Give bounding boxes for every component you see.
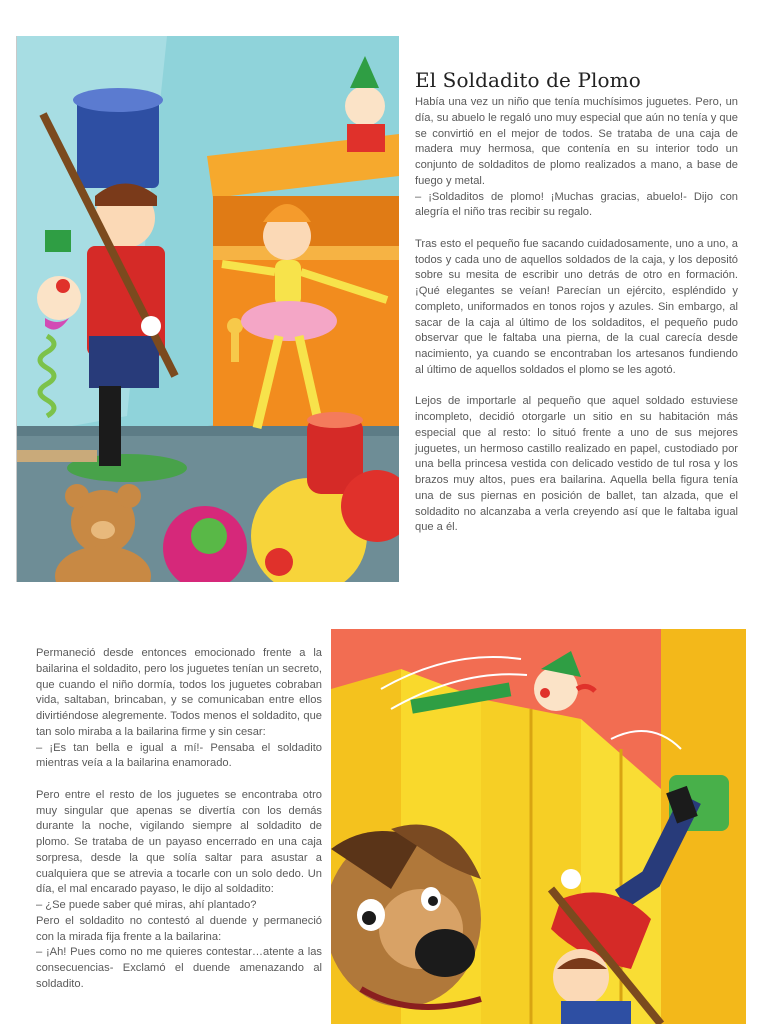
paragraph (415, 237, 738, 379)
paragraph (36, 788, 322, 993)
paragraph-text: Tras esto el pequeño fue sacando cuidadosamente, uno a uno, a todos y cada uno de aquellos soldados de la caja, y los depositó sobre su mesita de escribir uno detrás de otro en formación. ¡Qué elegantes se veían! Parecían un ejército, espléndido y completo, uniformados en tonos rojos y azules. Sin embargo, al sacar de la caja al último de los soldaditos, el pequeño pudo observar que le faltaba una pierna, de la cual carecía desde nacimiento, ya cuando se encontraban los artesanos fundiendo al último de aquellos soldados el plomo se les agotó. (415, 237, 738, 376)
paragraph-text: Había una vez un niño que tenía muchísimos juguetes. Pero, un día, su abuelo le regaló uno muy especial que aún no tenía y que se convirtió en el mejor de todos. Se trataba de una caja de madera muy hermosa, que contenía en su interior todo un conjunto de soldaditos de plomo realizados a mano, a base de fuego y metal. (415, 96, 738, 187)
paragraph-text: Permaneció desde entonces emocionado frente a la bailarina el soldadito, pero los juguetes tenían un secreto, que cuando el niño dormía, todos los juguetes cobraban vida, saltaban, brincaban, y se comunicaban entre ellos divirtiéndose alegremente. Todos menos el soldadito, que tan solo miraba a la bailarina firme y sin cesar: (36, 647, 322, 738)
story-title: El Soldadito de Plomo (415, 68, 641, 92)
story-text-page-1 (415, 95, 738, 536)
paragraph (36, 646, 322, 772)
story-text-page-2 (36, 646, 322, 993)
paragraph (415, 95, 738, 221)
dialogue-line: – ¡Es tan bella e igual a mí!- Pensaba el soldadito mientras veía a la bailarina enamorado. (36, 741, 322, 770)
illustration-dog-soldier-art (331, 629, 746, 1024)
paragraph-text: Lejos de importarle al pequeño que aquel soldado estuviese incompleto, decidió otorgarle un sitio en su habitación más especial que al resto: lo situó frente a uno de sus mejores juguetes, un hermoso castillo realizado en papel, custodiado por una bella princesa vestida con delicado vestido de tul rosa y los brazos muy altos, pues era bailarina. Aquella bella figura tenía una de sus piernas en posición de ballet, tan alzada, que el soldadito no alcanzaba a verla creyendo así que le faltaba igual que a él. (415, 395, 738, 534)
paragraph-text: Pero el soldadito no contestó al duende y permaneció con la mirada fija frente a la bailarina: (36, 914, 322, 943)
illustration-soldier-ballerina (16, 36, 399, 582)
dialogue-line: – ¡Soldaditos de plomo! ¡Muchas gracias, abuelo!- Dijo con alegría el niño tras recibir su regalo. (415, 190, 738, 219)
paragraph-text: Pero entre el resto de los juguetes se encontraba otro muy singular que apenas se divertía con los demás durante la noche, vigilando siempre al soldadito de plomo. Se trataba de un payaso encerrado en una caja sorpresa, desde la que solía saltar para asustar a cualquiera que se atrevia a tocarle con un solo dedo. Un día, el mal encarado payaso, le dijo al soldadito: (36, 788, 322, 896)
illustration-soldier-ballerina-art (17, 36, 399, 582)
dialogue-line: – ¿Se puede saber qué miras, ahí plantado? (36, 899, 257, 911)
illustration-dog-soldier (331, 629, 746, 1024)
dialogue-line: – ¡Ah! Pues como no me quieres contestar…atente a las consecuencias- Exclamó el duende amenazando al soldadito. (36, 946, 322, 990)
paragraph (415, 394, 738, 536)
